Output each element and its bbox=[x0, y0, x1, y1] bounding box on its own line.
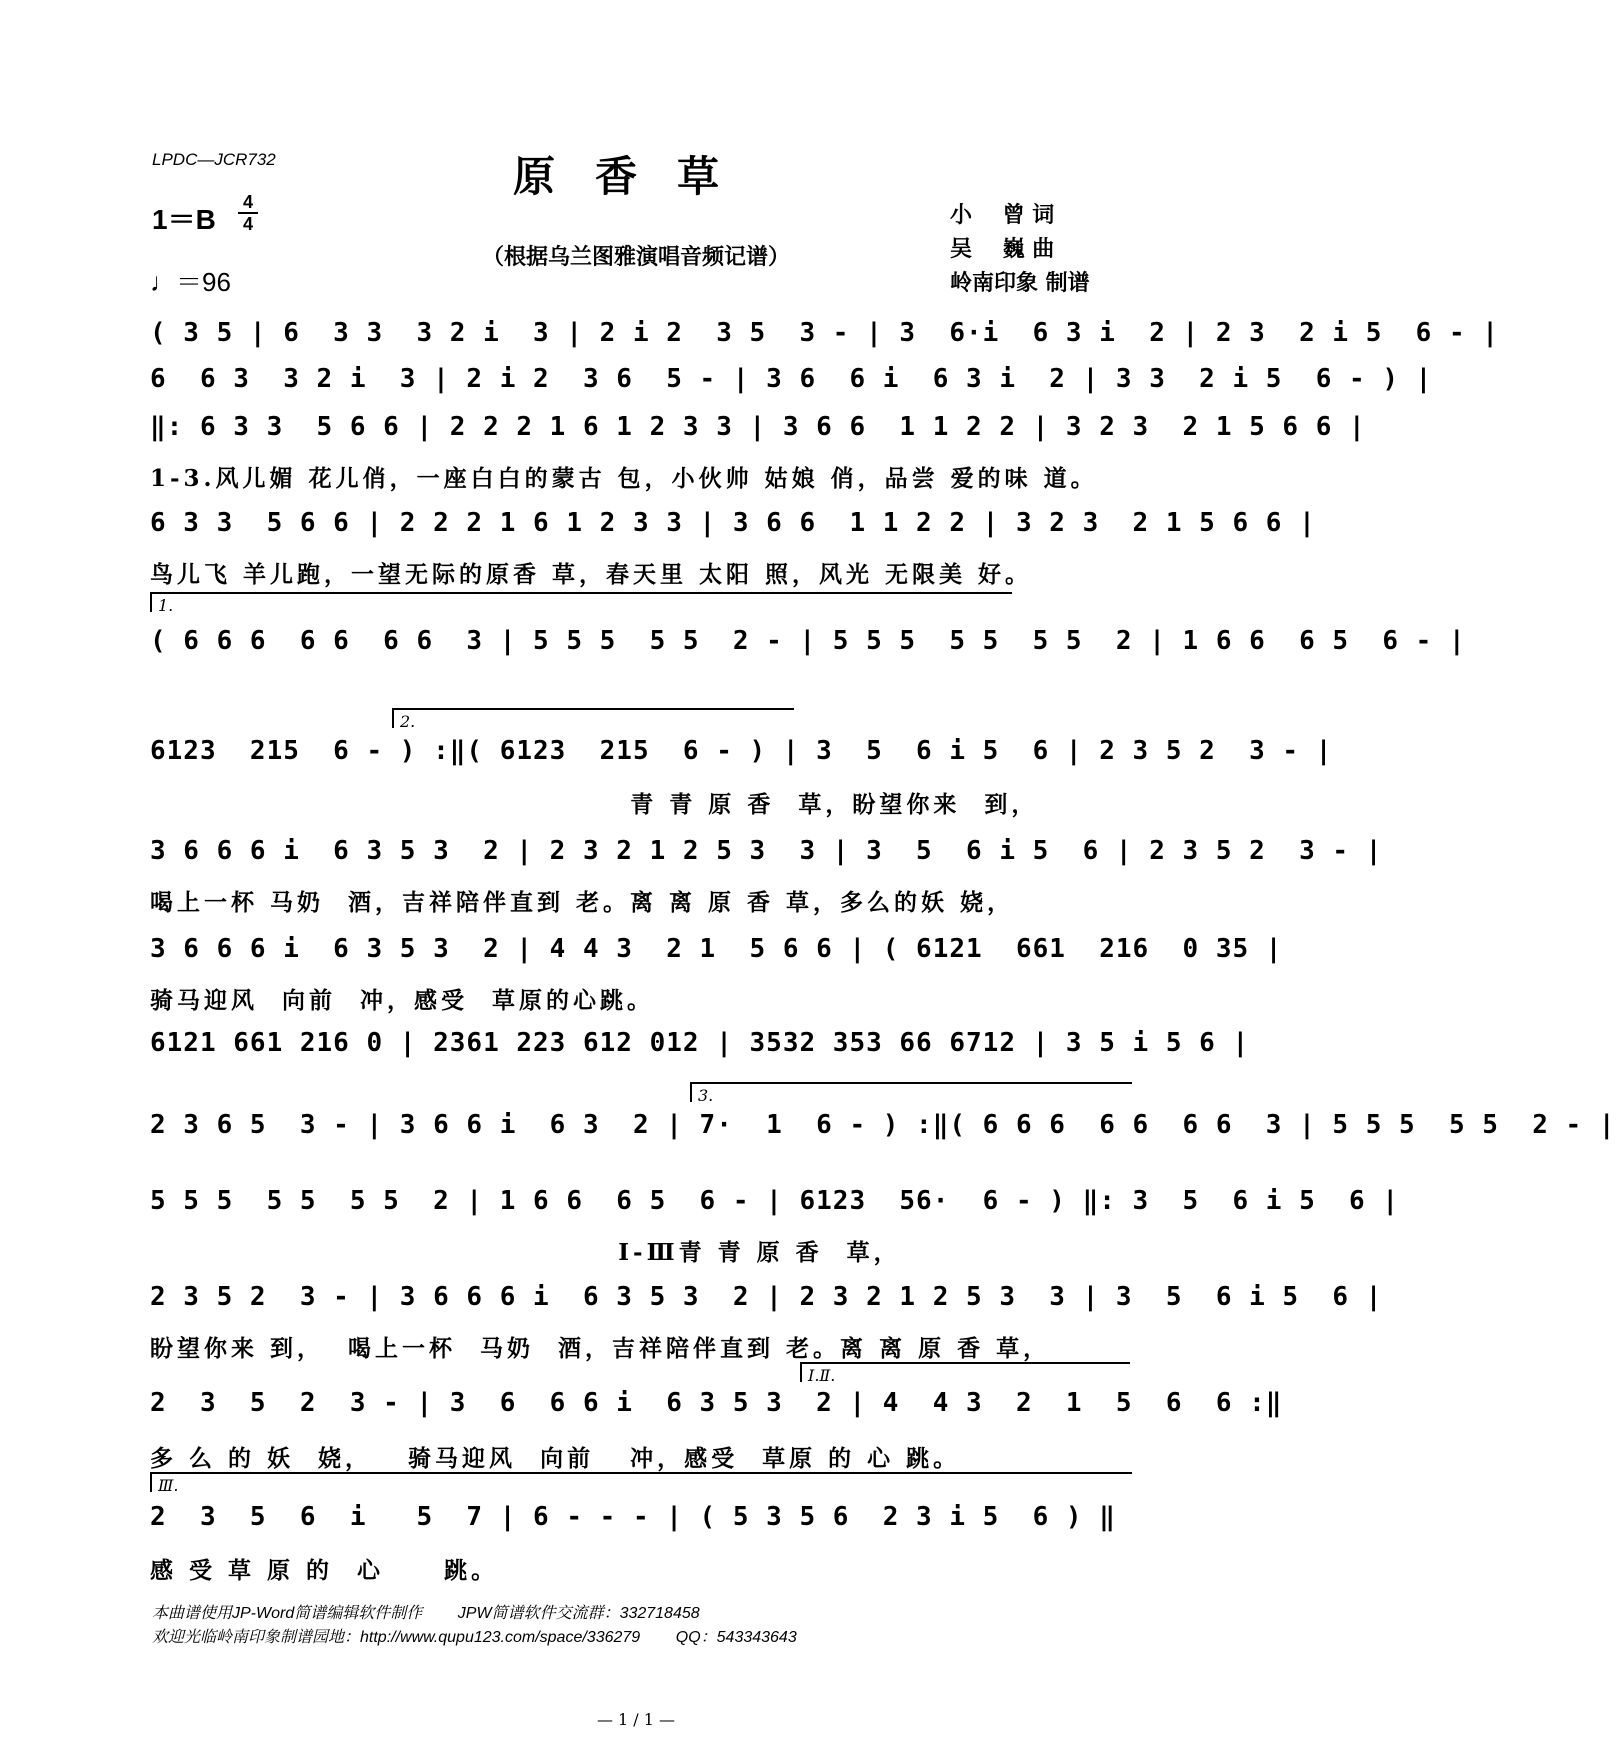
ending-label: 3. bbox=[698, 1086, 714, 1105]
notation-line: 6 6 3 3 2 i 3 | 2 i 2 3 6 5 - | 3 6 6 i 6 3 i 2 | 3 3 2 i 5 6 - ) | bbox=[150, 364, 1433, 394]
lyric-line: 青 青 原 香 草，盼望你来 到， bbox=[150, 791, 1039, 818]
composer-credit: 吴 巍 曲 bbox=[950, 236, 1055, 262]
time-signature bbox=[238, 192, 258, 234]
lyric-line: 鸟儿飞 羊儿跑，一望无际的原香 草，春天里 太阳 照，风光 无限美 好。 bbox=[150, 561, 1033, 588]
notation-line: 2 3 5 2 3 - | 3 6 6 6 i 6 3 5 3 2 | 4 4 3 2 1 5 6 6 :‖ bbox=[150, 1388, 1283, 1418]
footer-website-note: 欢迎光临岭南印象制谱园地：http://www.qupu123.com/space/336279 QQ：543343643 bbox=[152, 1629, 797, 1646]
notation-line: 3 6 6 6 i 6 3 5 3 2 | 2 3 2 1 2 5 3 3 | 3 5 6 i 5 6 | 2 3 5 2 3 - | bbox=[150, 836, 1383, 866]
song-subtitle: （根据乌兰图雅演唱音频记谱） bbox=[481, 244, 790, 270]
notation-line: 6121 661 216 0 | 2361 223 612 012 | 3532 353 66 6712 | 3 5 i 5 6 | bbox=[150, 1028, 1250, 1058]
lyric-line: 多 么 的 妖 娆， 骑马迎风 向前 冲，感受 草原 的 心 跳。 bbox=[150, 1445, 961, 1472]
notation-line: 5 5 5 5 5 5 5 2 | 1 6 6 6 5 6 - | 6123 56· 6 - ) ‖: 3 5 6 i 5 6 | bbox=[150, 1186, 1399, 1216]
notation-line: 2 3 5 6 i 5 7 | 6 - - - | ( 5 3 5 6 2 3 i 5 6 ) ‖ bbox=[150, 1502, 1116, 1532]
notation-line: ( 6 6 6 6 6 6 6 3 | 5 5 5 5 5 2 - | 5 5 5 5 5 5 5 2 | 1 6 6 6 5 6 - | bbox=[150, 626, 1466, 656]
notation-line: 2 3 6 5 3 - | 3 6 6 i 6 3 2 | 7· 1 6 - ) :‖( 6 6 6 6 6 6 6 3 | 5 5 5 5 5 2 - | bbox=[150, 1110, 1616, 1140]
notation-line: 3 6 6 6 i 6 3 5 3 2 | 4 4 3 2 1 5 6 6 | ( 6121 661 216 0 35 | bbox=[150, 934, 1283, 964]
second-ending-bracket bbox=[392, 708, 794, 731]
lyric-line: Ⅰ-Ⅲ青 青 原 香 草， bbox=[150, 1239, 901, 1266]
meter-top: 4 bbox=[242, 192, 253, 212]
song-title: 原香草 bbox=[512, 152, 759, 201]
verse-ending-bracket bbox=[800, 1362, 1130, 1385]
ending-label: Ⅰ.Ⅱ. bbox=[808, 1366, 836, 1385]
ending-label: 2. bbox=[400, 712, 416, 731]
lyric-line: 1-3.风儿媚 花儿俏，一座白白的蒙古 包，小伙帅 姑娘 俏，品尝 爱的味 道。 bbox=[150, 465, 1098, 492]
tempo-marking: ♩＝96 bbox=[150, 267, 231, 297]
final-ending-bracket bbox=[150, 1472, 1132, 1495]
ending-label: 1. bbox=[158, 596, 174, 615]
notation-line: ‖: 6 3 3 5 6 6 | 2 2 2 1 6 1 2 3 3 | 3 6 6 1 1 2 2 | 3 2 3 2 1 5 6 6 | bbox=[150, 412, 1366, 442]
page-number: — 1 / 1 — bbox=[596, 1710, 676, 1729]
first-ending-bracket bbox=[150, 592, 1012, 615]
lyric-line: 感 受 草 原 的 心 跳。 bbox=[150, 1557, 499, 1584]
notation-line: ( 3 5 | 6 3 3 3 2 i 3 | 2 i 2 3 5 3 - | 3 6·i 6 3 i 2 | 2 3 2 i 5 6 - | bbox=[150, 318, 1499, 348]
notation-line: 6 3 3 5 6 6 | 2 2 2 1 6 1 2 3 3 | 3 6 6 1 1 2 2 | 3 2 3 2 1 5 6 6 | bbox=[150, 508, 1316, 538]
notation-line: 6123 215 6 - ) :‖( 6123 215 6 - ) | 3 5 6 i 5 6 | 2 3 5 2 3 - | bbox=[150, 736, 1333, 766]
lyric-line: 喝上一杯 马奶 酒，吉祥陪伴直到 老。离 离 原 香 草，多么的妖 娆， bbox=[150, 889, 1015, 916]
notation-line: 2 3 5 2 3 - | 3 6 6 6 i 6 3 5 3 2 | 2 3 2 1 2 5 3 3 | 3 5 6 i 5 6 | bbox=[150, 1282, 1383, 1312]
footer-software-note: 本曲谱使用JP-Word简谱编辑软件制作 JPW简谱软件交流群：332718458 bbox=[152, 1605, 700, 1622]
arranger-credit: 岭南印象 制谱 bbox=[950, 270, 1090, 296]
third-ending-bracket bbox=[690, 1082, 1132, 1105]
lyric-line: 骑马迎风 向前 冲，感受 草原的心跳。 bbox=[150, 987, 655, 1014]
score-code: LPDC—JCR732 bbox=[152, 150, 276, 169]
key-signature: 1＝B bbox=[152, 204, 216, 235]
meter-bottom: 4 bbox=[238, 212, 258, 234]
lyric-line: 盼望你来 到， 喝上一杯 马奶 酒，吉祥陪伴直到 老。离 离 原 香 草， bbox=[150, 1335, 1051, 1362]
ending-label: Ⅲ. bbox=[158, 1476, 179, 1495]
lyricist-credit: 小 曾 词 bbox=[950, 202, 1055, 228]
